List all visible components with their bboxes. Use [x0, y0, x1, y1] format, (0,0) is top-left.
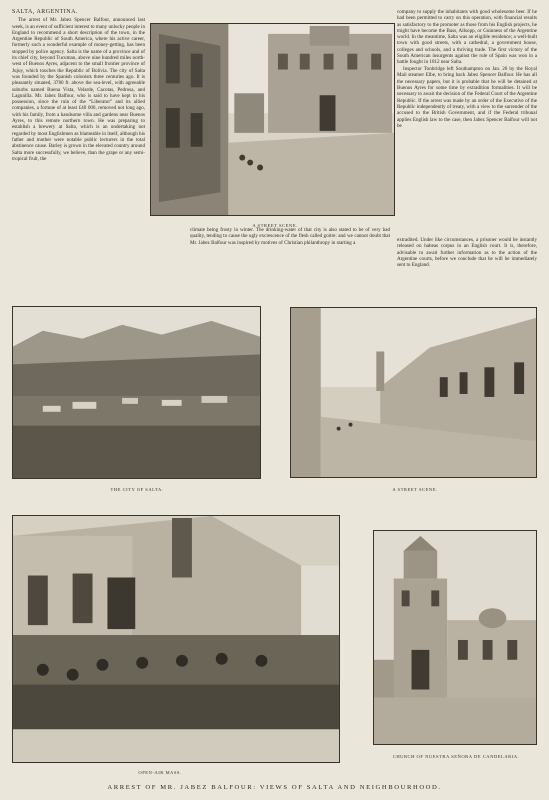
church-photo — [373, 530, 537, 745]
city-of-salta-photo — [12, 306, 261, 479]
city-of-salta-caption: THE CITY OF SALTA. — [110, 487, 164, 492]
article-column-2 — [190, 227, 390, 257]
article-column-3 — [397, 9, 537, 244]
article-paragraph: climate being frosty in winter. The drinking-water of that city is also stated to be of very bad quality, tending to cause the ugly excrescence of the flesh called goitre: and we cannot doubt that Mr. Jabez Balfour was inspired by motives of Christian philanthropy in starting a — [190, 227, 390, 246]
article-heading: SALTA, ARGENTINA. — [12, 9, 78, 15]
page-title: ARREST OF MR. JABEZ BALFOUR: VIEWS OF SALTA AND NEIGHBOURHOOD. — [107, 784, 442, 791]
article-paragraph: Inspector Tonbridge left Southampton on Jan. 26 by the Royal Mail steamer Elbe, to bring back Jabez Spencer Balfour. He has all the necessary papers, but it is probable that he will be detained at Buenos Ayres for some time by extradition formalities. It will be necessary to await the decision of the Federal Court of the Argentine Republic. If the arrest was made by an order of the Executive of the Republic independently of treaty, with a view to the surrender of the accused to the British Government, and if the Federal tribunal applies English law to the case, then Jabez Spencer Balfour will not be — [397, 66, 537, 129]
street-scene-photo-right — [290, 307, 537, 478]
church-caption: CHURCH OF NUESTRA SEÑORA DE CANDELARIA. — [392, 754, 520, 759]
street-scene-photo-top — [150, 23, 395, 216]
open-air-mass-photo — [12, 515, 340, 763]
article-column-4 — [397, 237, 537, 267]
street-scene-caption-top-visible: A STREET SCENE. — [252, 223, 298, 228]
article-column-1 — [12, 9, 145, 253]
article-paragraph: extradited. Under like circumstances, a prisoner would be instantly released on habeas corpus in an English court. It is, therefore, advisable to await further information as to the action of the Argentine courts, before we conclude that he will be immediately sent to England. — [397, 237, 537, 269]
street-scene-caption-right: A STREET SCENE. — [392, 487, 438, 492]
open-air-mass-caption: OPEN-AIR MASS. — [138, 770, 182, 775]
article-paragraph: company to supply the inhabitants with good wholesome beer. If he had been permitted to carry on this operation, with financial results as satisfactory to the promoter as those from his English projects, he might have become the Bass, Allsopp, or Guinness of the Argentine world. In the meantime, Salta was an eligible residence; a well-built town with good streets, with a cathedral, a government house, colleges and schools, and a thriving trade. The first victory of the South American insurgents against the rule of Spain was won in a battle fought in 1812 near Salta. — [397, 9, 537, 66]
article-paragraph: The arrest of Mr. Jabez Spencer Balfour, announced last week, is an event of sufficient interest to many unlucky people in England to recommend a short description of the town, in the Argentine Republic of South America, where his active career, formerly such a wonderful example of money-getting, has been stopped by police agency. Salta is the name of a province and of its chief city, beyond Tucuman, above nine hundred miles north-west of Buenos Ayres, adjacent to the small frontier province of Jujuy, which touches the Republic of Bolivia. The city of Salta was founded by the Spanish colonists three centuries ago. It is pleasantly situated, 3780 ft. above the sea-level, with agreeable suburbs named Buena Vista, Velarde, Cacotas, Pedrosa, and Lagunilla. Mr. Jabez Balfour, who is said to have kept in his possession, since the ruin of the “Liberator” and its allied companies, a fortune of at least £40 000, removed not long ago, with his family, from a handsome villa and gardens near Buenos Ayres, to this remote northern town. He was preparing to establish a brewery at Salta, which is an undertaking not regarded by most Englishmen as blameable in itself, although his father and mother were notable public lecturers in the total abstinence cause. Barley is grown in the elevated country around Salta more successfully, we believe, than the grape or any semi-tropical fruit, the — [12, 17, 145, 162]
